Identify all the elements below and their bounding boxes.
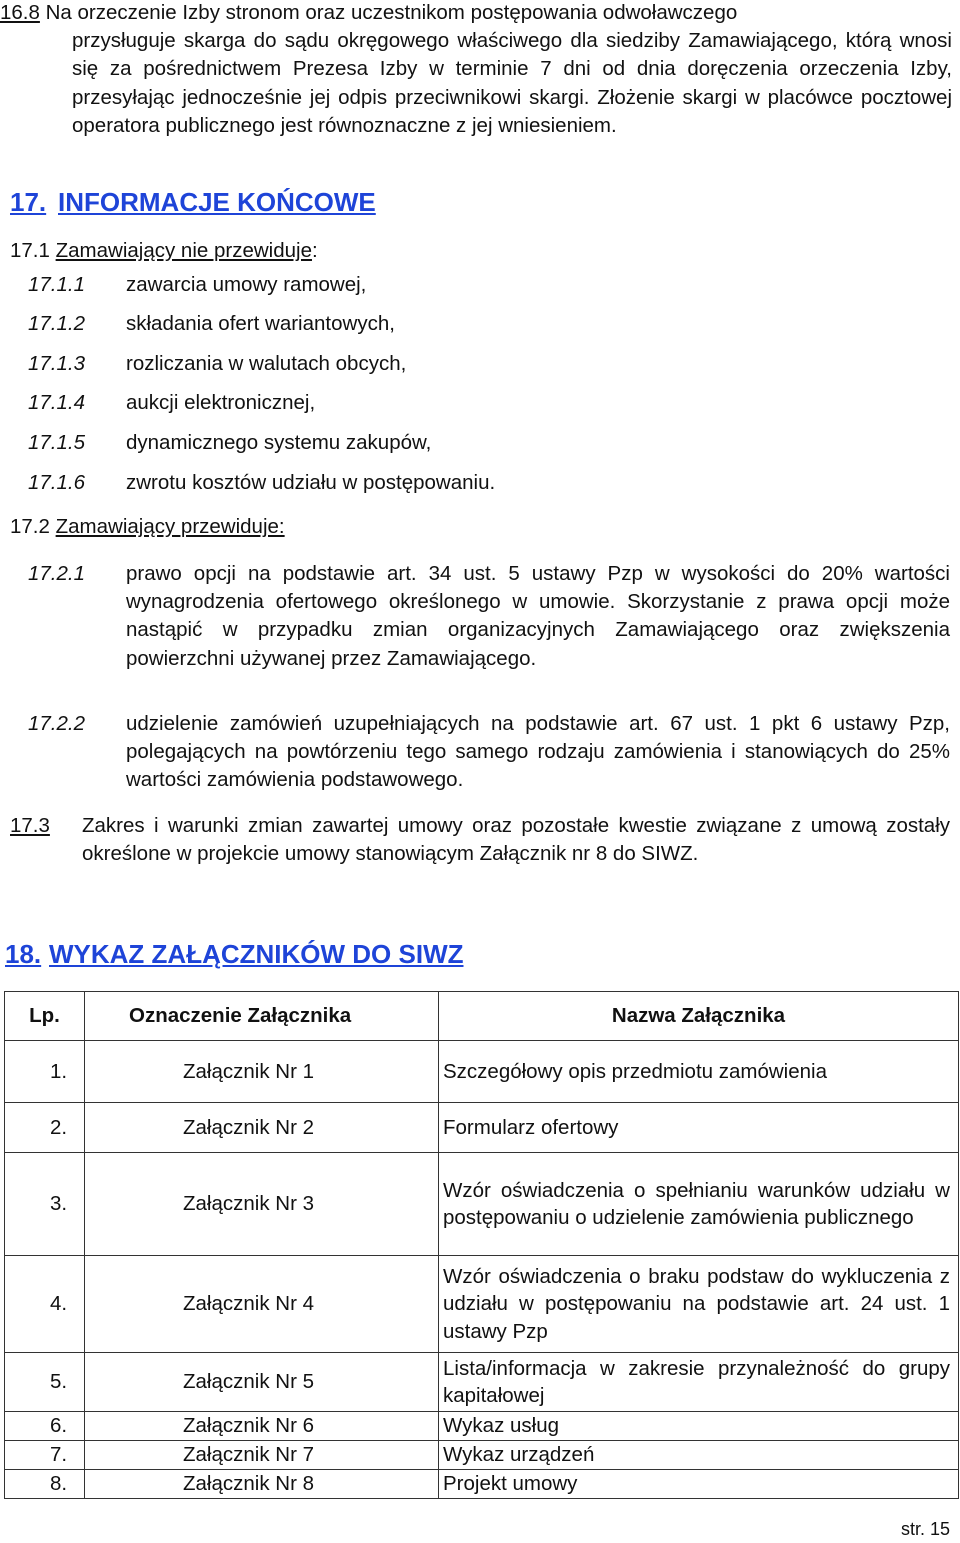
section-title: INFORMACJE KOŃCOWE <box>58 187 376 217</box>
table-row: 8. Załącznik Nr 8 Projekt umowy <box>5 1470 959 1499</box>
subsection-label: Zamawiający przewiduje: <box>55 515 285 538</box>
subsection-label: Zamawiający nie przewiduje <box>55 239 312 262</box>
subsection-17-2 <box>10 513 285 541</box>
paragraph-text: Zakres i warunki zmian zawartej umowy oraz pozostałe kwestie związane z umową zostały określone w projekcie umowy stanowiącym Załącznik nr 8 do SIWZ. <box>82 814 950 866</box>
table-header-row <box>5 992 959 1041</box>
section-number: 17. <box>10 187 47 217</box>
subsection-label-suffix: : <box>311 239 318 262</box>
table-row: 3. Załącznik Nr 3 Wzór oświadczenia o spełnianiu warunków udziału w postępowaniu o udzielenie zamówienia publicznego <box>5 1153 959 1256</box>
list-item: 17.2.2 udzielenie zamówień uzupełniających na podstawie art. 67 ust. 1 pkt 6 ustawy Pzp, polegających na powtórzeniu tego samego rodzaju zamówienia i stanowiących do 25% wartości zamówienia podstawowego. <box>28 712 950 792</box>
table-row: 1. Załącznik Nr 1 Szczegółowy opis przedmiotu zamówienia <box>5 1041 959 1103</box>
subsection-number: 17.3 <box>10 814 50 837</box>
column-header: Nazwa Załącznika <box>439 992 959 1041</box>
paragraph-16-8 <box>0 0 952 140</box>
section-number: 16.8 <box>0 1 40 24</box>
list-item: 17.2.1 prawo opcji na podstawie art. 34 ust. 5 ustawy Pzp w wysokości do 20% wartości wynagrodzenia ofertowego określonego w umowie. Skorzystanie z prawa opcji może nastąpić w przypadku zmian organizacyjnych Zamawiającego oraz zwiększenia powierzchni używanej przez Zamawiającego. <box>28 562 950 670</box>
paragraph-text: przysługuje skarga do sądu okręgowego właściwego dla siedziby Zamawiającego, którą wnosi się za pośrednictwem Prezesa Izby w terminie 7 dni od dnia doręczenia orzeczenia Izby, przesyłając jednocześnie jej odpis przeciwnikowi skargi. Złożenie skargi w placówce pocztowej operatora publicznego jest równoznaczne z jej wniesieniem. <box>72 29 952 137</box>
table-row: 2. Załącznik Nr 2 Formularz ofertowy <box>5 1103 959 1153</box>
column-header: Oznaczenie Załącznika <box>85 992 439 1041</box>
list-item: 17.1.1 zawarcia umowy ramowej, <box>28 273 367 296</box>
section-heading-17 <box>10 187 376 218</box>
subsection-17-3 <box>10 812 950 868</box>
list-item: 17.1.2 składania ofert wariantowych, <box>28 312 395 335</box>
section-heading-18 <box>5 939 464 970</box>
paragraph-text: Na orzeczenie Izby stronom oraz uczestnikom postępowania odwoławczego <box>45 1 738 24</box>
attachments-table <box>4 991 959 1499</box>
table-row: 4. Załącznik Nr 4 Wzór oświadczenia o braku podstaw do wykluczenia z udziału w postępowaniu na podstawie art. 24 ust. 1 ustawy Pzp <box>5 1256 959 1353</box>
list-item: 17.1.5 dynamicznego systemu zakupów, <box>28 431 432 454</box>
table-row: 7. Załącznik Nr 7 Wykaz urządzeń <box>5 1441 959 1470</box>
list-item: 17.1.3 rozliczania w walutach obcych, <box>28 352 407 375</box>
subsection-17-1 <box>10 237 318 265</box>
section-title: WYKAZ ZAŁĄCZNIKÓW DO SIWZ <box>49 939 464 969</box>
column-header: Lp. <box>5 992 85 1041</box>
list-item: 17.1.6 zwrotu kosztów udziału w postępowaniu. <box>28 471 496 494</box>
page-number: str. 15 <box>900 1519 950 1539</box>
subsection-number: 17.2 <box>10 515 50 538</box>
list-item: 17.1.4 aukcji elektronicznej, <box>28 391 316 414</box>
subsection-number: 17.1 <box>10 239 50 262</box>
table-row: 5. Załącznik Nr 5 Lista/informacja w zakresie przynależność do grupy kapitałowej <box>5 1353 959 1412</box>
section-number: 18. <box>5 939 42 969</box>
table-row: 6. Załącznik Nr 6 Wykaz usług <box>5 1412 959 1441</box>
